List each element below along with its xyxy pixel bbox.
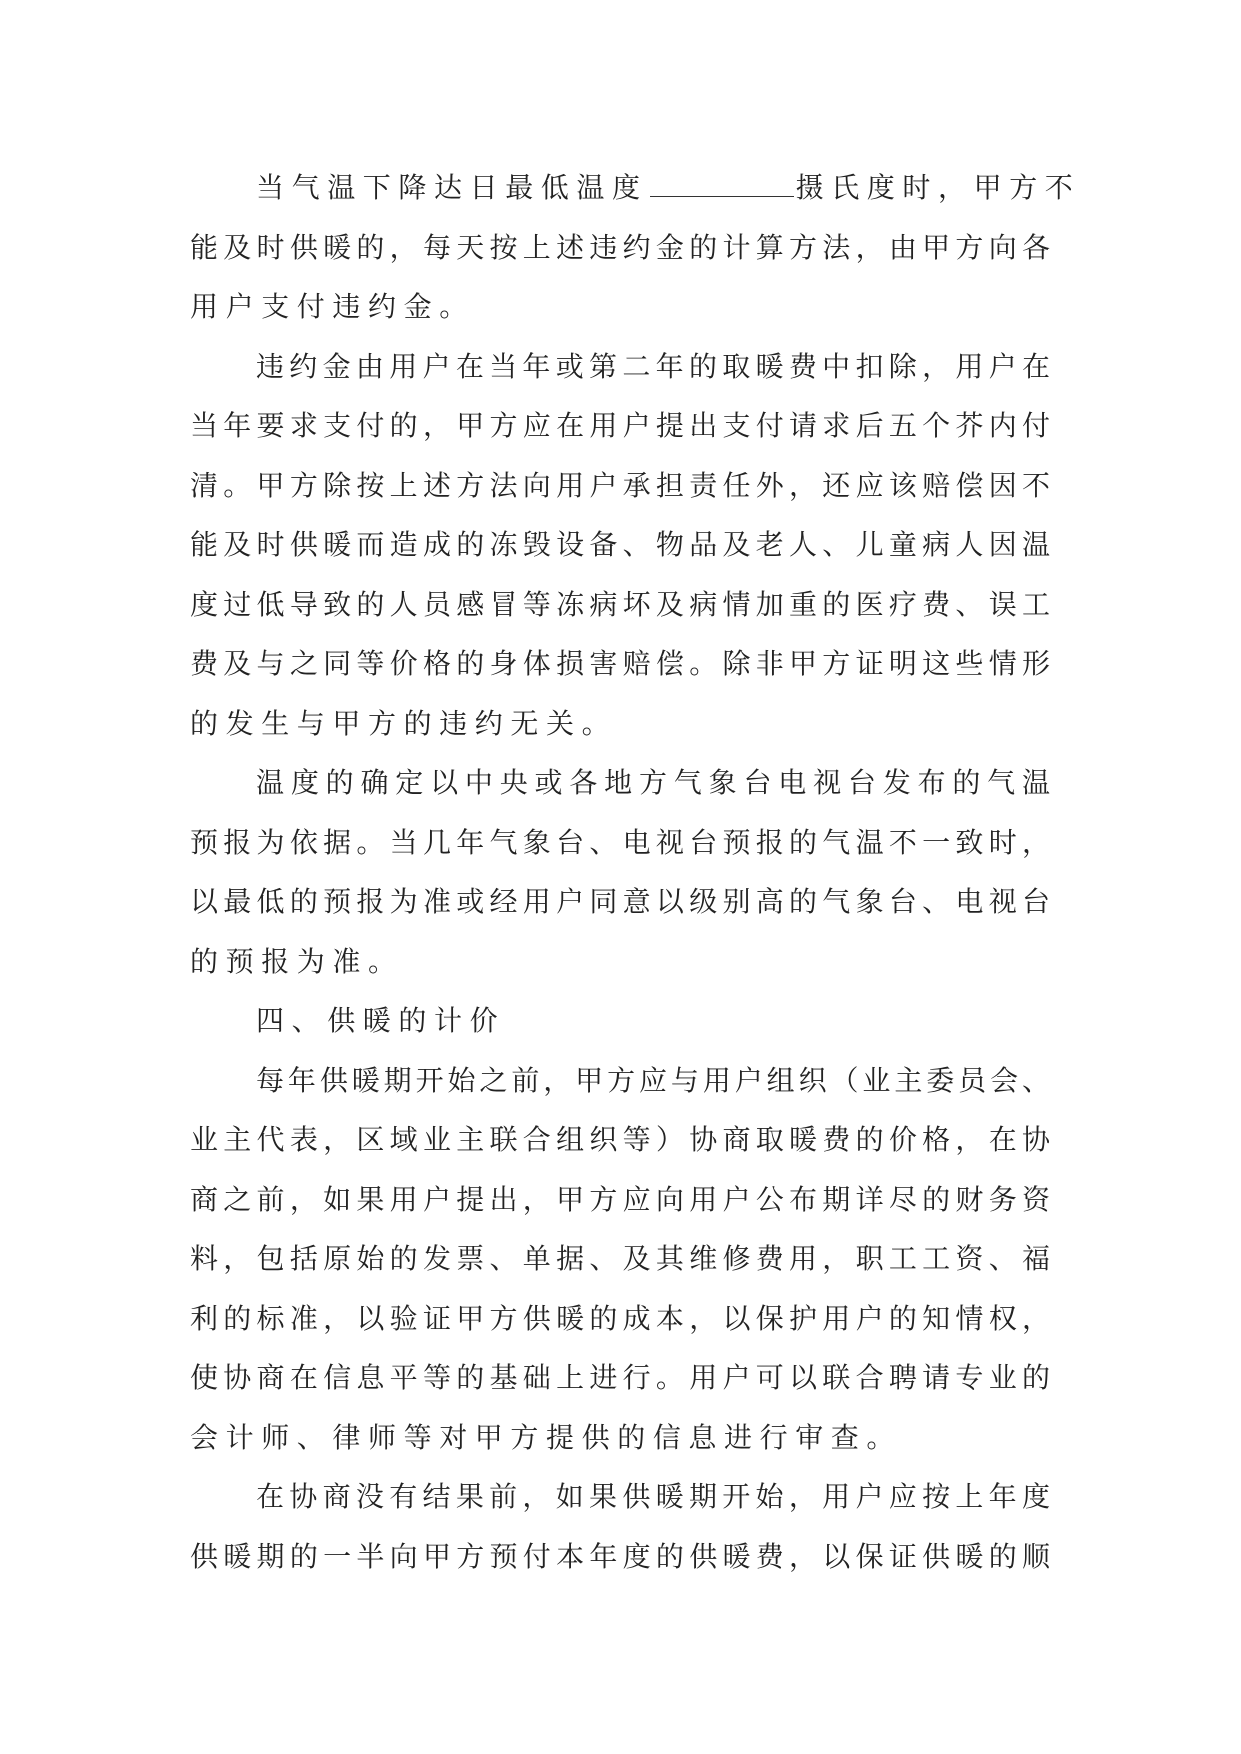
paragraph-4-line-3: 商之前，如果用户提出，甲方应向用户公布期详尽的财务资 [190, 1182, 1050, 1216]
section-heading: 四、供暖的计价 [256, 1004, 506, 1037]
paragraph-3-line-3: 以最低的预报为准或经用户同意以级别高的气象台、电视台 [190, 885, 1050, 918]
paragraph-2-line-3: 清。甲方除按上述方法向用户承担责任外，还应该赔偿因不 [190, 468, 1050, 502]
fill-in-blank [650, 170, 794, 197]
document-body [190, 158, 1081, 1586]
paragraph-4-line-1: 每年供暖期开始之前，甲方应与用户组织（业主委员会、 [256, 1063, 1050, 1097]
paragraph-2-line-7: 的发生与甲方的违约无关。 [190, 706, 618, 740]
paragraph-2-line-4: 能及时供暖而造成的冻毁设备、物品及老人、儿童病人因温 [190, 528, 1050, 561]
p1-text-after-blank: 摄氏度时，甲方不 [795, 171, 1081, 204]
paragraph-2-line-5: 度过低导致的人员感冒等冻病坏及病情加重的医疗费、误工 [190, 587, 1050, 621]
paragraph-4-line-2: 业主代表，区域业主联合组织等）协商取暖费的价格，在协 [190, 1123, 1050, 1156]
paragraph-3-line-4: 的预报为准。 [190, 944, 404, 978]
paragraph-1-line-2: 能及时供暖的，每天按上述违约金的计算方法，由甲方向各 [190, 230, 1050, 264]
paragraph-3-line-2: 预报为依据。当几年气象台、电视台预报的气温不一致时， [190, 825, 1050, 859]
paragraph-4-line-6: 使协商在信息平等的基础上进行。用户可以联合聘请专业的 [190, 1361, 1050, 1394]
paragraph-4-line-4: 料，包括原始的发票、单据、及其维修费用，职工工资、福 [190, 1242, 1050, 1275]
paragraph-2-line-6: 费及与之同等价格的身体损害赔偿。除非甲方证明这些情形 [190, 647, 1050, 680]
paragraph-5-line-1: 在协商没有结果前，如果供暖期开始，用户应按上年度 [256, 1480, 1050, 1513]
paragraph-4-line-5: 利的标准，以验证甲方供暖的成本，以保护用户的知情权， [190, 1301, 1050, 1335]
paragraph-5-line-2: 供暖期的一半向甲方预付本年度的供暖费，以保证供暖的顺 [190, 1539, 1050, 1573]
paragraph-1-line-1 [190, 158, 1081, 218]
paragraph-3-line-1: 温度的确定以中央或各地方气象台电视台发布的气温 [256, 766, 1050, 799]
p1-text-before-blank: 当气温下降达日最低温度 [256, 171, 648, 204]
paragraph-1-line-3: 用户支付违约金。 [190, 290, 475, 323]
paragraph-2-line-2: 当年要求支付的，甲方应在用户提出支付请求后五个芥内付 [190, 409, 1050, 442]
paragraph-4-line-7: 会计师、律师等对甲方提供的信息进行审查。 [190, 1420, 903, 1454]
paragraph-2-line-1: 违约金由用户在当年或第二年的取暖费中扣除，用户在 [256, 349, 1050, 383]
